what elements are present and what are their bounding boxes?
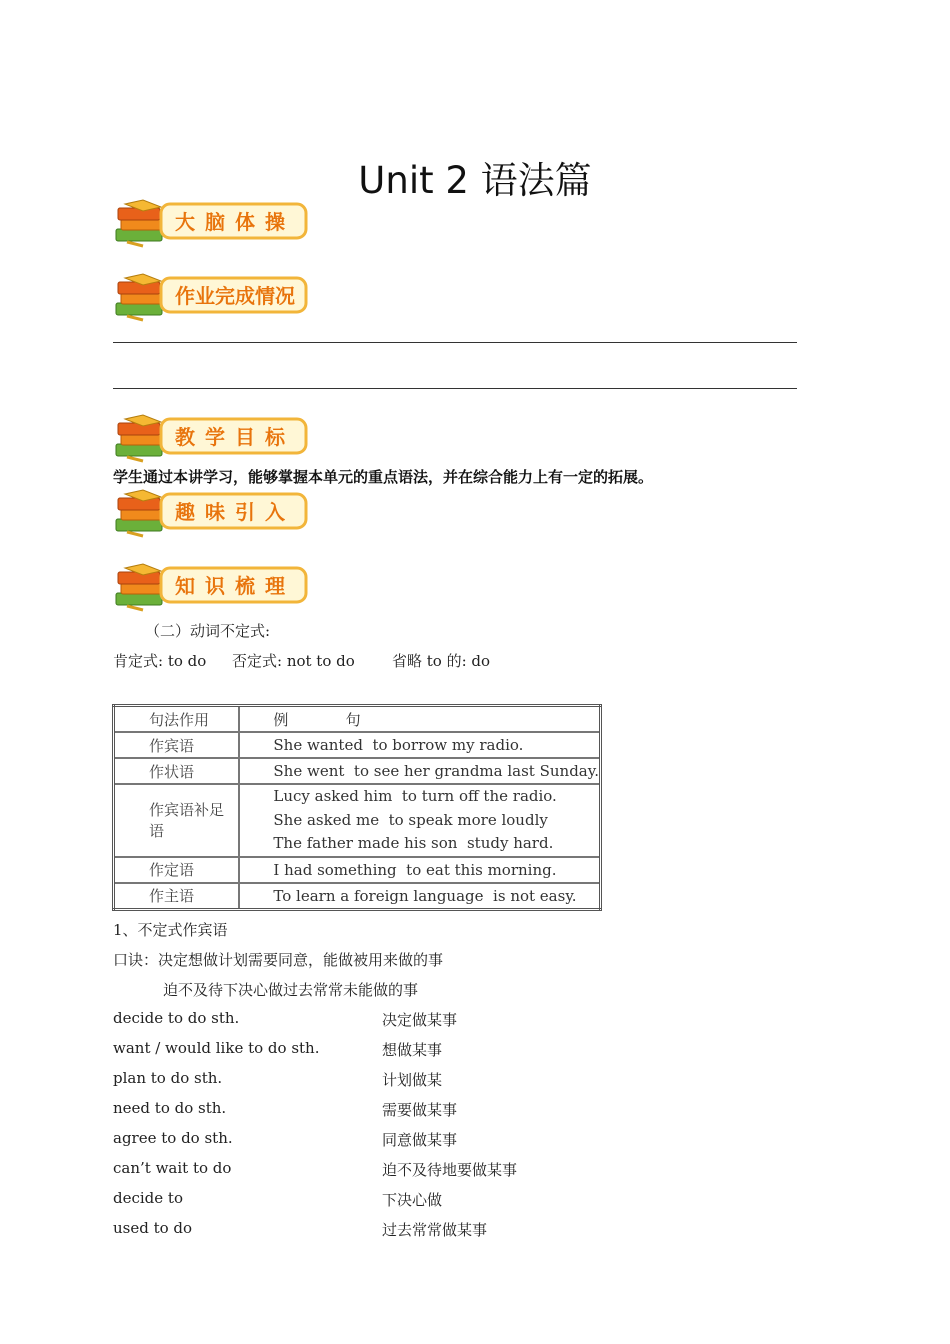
form-affirmative: 肯定式: to do <box>113 652 207 670</box>
section-heading: （二）动词不定式: <box>145 622 271 640</box>
example-line: The father made his son study hard. <box>273 834 554 852</box>
vocab-en: can’t wait to do <box>113 1159 232 1177</box>
banner-homework-status <box>113 272 313 322</box>
banner-label: 趣味引入 <box>175 500 295 524</box>
banner-fun-intro <box>113 488 313 538</box>
vocab-zh: 想做某事 <box>382 1041 443 1059</box>
banner-label: 教学目标 <box>175 425 295 449</box>
answer-line <box>113 388 797 389</box>
table-header-row <box>114 706 601 733</box>
example-cell <box>239 784 600 857</box>
subheading: 1、不定式作宾语 <box>113 921 228 939</box>
vocab-en: need to do sth. <box>113 1099 227 1117</box>
vocab-zh: 同意做某事 <box>382 1131 458 1149</box>
banner-label: 大脑体操 <box>175 210 295 234</box>
vocab-zh: 过去常常做某事 <box>382 1221 488 1239</box>
vocab-en: used to do <box>113 1219 193 1237</box>
vocab-zh: 下决心做 <box>382 1191 443 1209</box>
example-cell: She wanted to borrow my radio. <box>239 732 600 758</box>
role-cell: 作宾语 <box>114 732 240 758</box>
page-title: Unit 2 语法篇 <box>358 159 592 202</box>
example-line: She asked me to speak more loudly <box>273 810 548 829</box>
mnemonic-line: 口诀：决定想做计划需要同意，能做被用来做的事 <box>113 951 444 969</box>
example-cell: She went to see her grandma last Sunday. <box>239 758 600 784</box>
vocab-en: decide to do sth. <box>113 1009 240 1027</box>
answer-line <box>113 342 797 343</box>
example-line: Lucy asked him to turn off the radio. <box>273 787 557 805</box>
role-cell: 作主语 <box>114 883 240 910</box>
vocab-zh: 需要做某事 <box>382 1101 458 1119</box>
goal-text: 学生通过本讲学习，能够掌握本单元的重点语法，并在综合能力上有一定的拓展。 <box>113 468 654 486</box>
table-row <box>114 784 601 857</box>
vocab-en: plan to do sth. <box>113 1069 223 1087</box>
role-cell: 作宾语补足语 <box>114 784 240 857</box>
table-header-cell: 例 句 <box>239 706 600 733</box>
banner-teaching-goals <box>113 413 313 463</box>
vocab-en: decide to <box>113 1189 183 1207</box>
mnemonic-line: 迫不及待下决心做过去常常未能做的事 <box>163 981 419 999</box>
banner-knowledge-review <box>113 562 313 612</box>
banner-label: 作业完成情况 <box>175 284 295 308</box>
banner-label: 知识梳理 <box>175 574 295 598</box>
vocab-zh: 决定做某事 <box>382 1011 458 1029</box>
table-row <box>114 857 601 883</box>
role-cell: 作状语 <box>114 758 240 784</box>
infinitive-usage-table <box>112 704 602 911</box>
vocab-en: want / would like to do sth. <box>113 1039 320 1057</box>
vocab-zh: 计划做某 <box>382 1071 443 1089</box>
example-cell: To learn a foreign language is not easy. <box>239 883 600 910</box>
vocab-en: agree to do sth. <box>113 1129 233 1147</box>
form-omitted: 省略 to 的: do <box>392 652 491 670</box>
table-header-cell: 句法作用 <box>114 706 240 733</box>
vocab-zh: 迫不及待地要做某事 <box>382 1161 518 1179</box>
table-row <box>114 883 601 910</box>
form-negative: 否定式: not to do <box>232 652 355 670</box>
example-cell: I had something to eat this morning. <box>239 857 600 883</box>
table-row <box>114 758 601 784</box>
table-row <box>114 732 601 758</box>
role-cell: 作定语 <box>114 857 240 883</box>
banner-brain-exercise <box>113 198 313 248</box>
